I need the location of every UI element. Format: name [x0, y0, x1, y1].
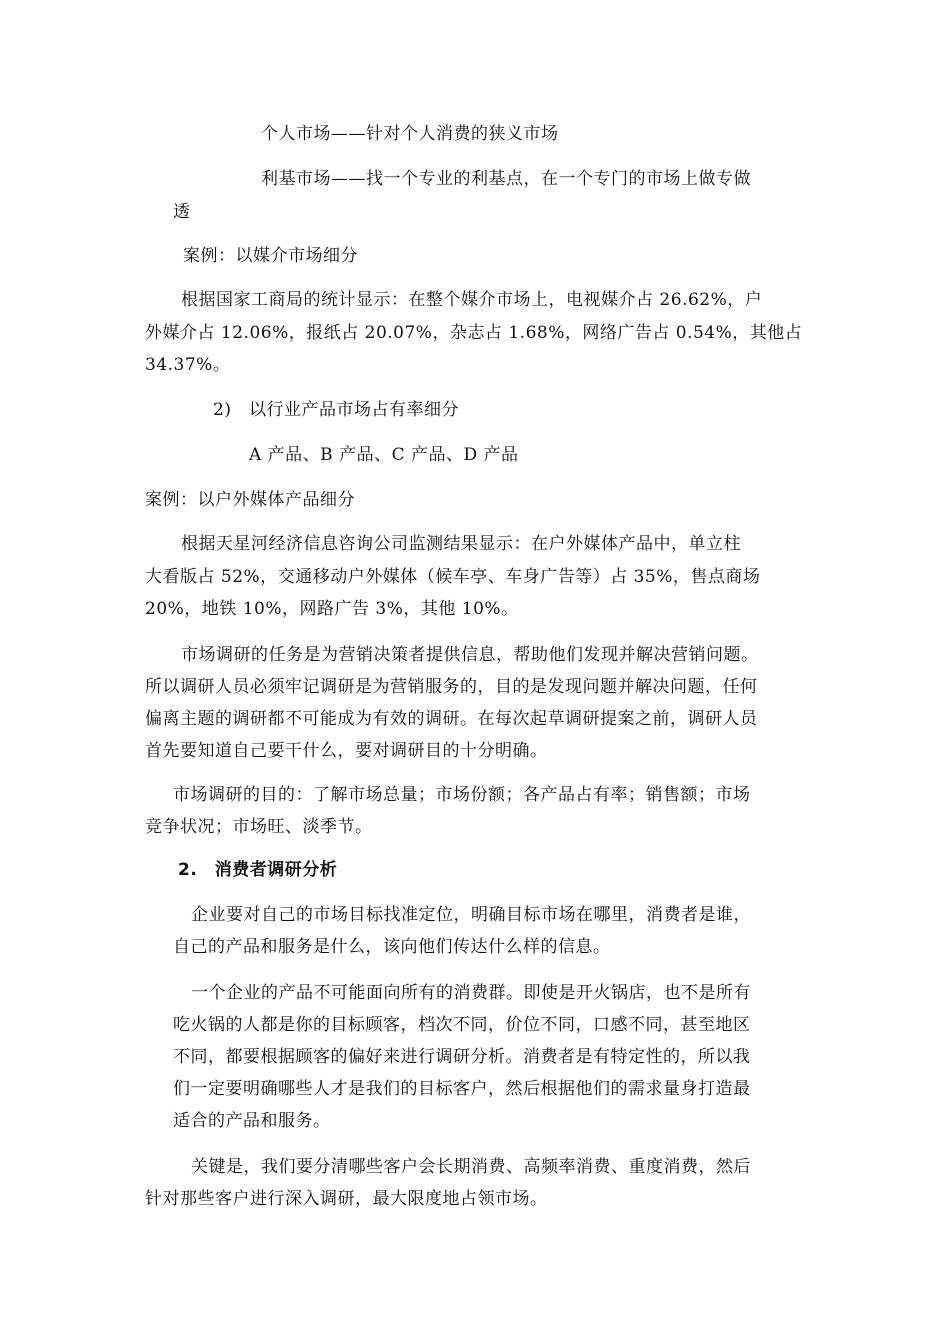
text-line: 企业要对自己的市场目标找准定位，明确目标市场在哪里，消费者是谁， — [191, 905, 751, 925]
text-line: 外媒介占 12.06%，报纸占 20.07%，杂志占 1.68%，网络广告占 0.54%，其他占 — [145, 323, 803, 343]
text-line: 所以调研人员必须牢记调研是为营销服务的，目的是发现问题并解决问题，任何 — [145, 677, 758, 697]
text-line: 20%，地铁 10%，网路广告 3%，其他 10%。 — [145, 599, 519, 619]
text-line: 自己的产品和服务是什么，该向他们传达什么样的信息。 — [173, 937, 611, 957]
text-line: 市场调研的目的：了解市场总量；市场份额；各产品占有率；销售额；市场 — [173, 785, 751, 805]
text-line: 透 — [173, 202, 191, 222]
text-line: 针对那些客户进行深入调研，最大限度地占领市场。 — [145, 1189, 548, 1209]
text-line: 根据国家工商局的统计显示：在整个媒介市场上，电视媒介占 26.62%，户 — [181, 290, 763, 310]
list-item-heading: 2) 以行业产品市场占有率细分 — [213, 400, 459, 420]
text-line: 首先要知道自己要干什么，要对调研目的十分明确。 — [145, 741, 548, 761]
text-line: 吃火锅的人都是你的目标顾客，档次不同，价位不同，口感不同，甚至地区 — [173, 1015, 751, 1035]
text-line: 一个企业的产品不可能面向所有的消费群。即使是开火锅店，也不是所有 — [191, 983, 751, 1003]
text-line: 利基市场——找一个专业的利基点，在一个专门的市场上做专做 — [261, 169, 751, 189]
text-line: 关键是，我们要分清哪些客户会长期消费、高频率消费、重度消费，然后 — [191, 1157, 751, 1177]
text-line: 案例：以户外媒体产品细分 — [145, 490, 355, 510]
text-line: A 产品、B 产品、C 产品、D 产品 — [249, 445, 519, 465]
text-line: 们一定要明确哪些人才是我们的目标客户，然后根据他们的需求量身打造最 — [173, 1079, 751, 1099]
text-line: 竞争状况；市场旺、淡季节。 — [145, 817, 373, 837]
text-line: 案例：以媒介市场细分 — [183, 246, 358, 266]
text-line: 偏离主题的调研都不可能成为有效的调研。在每次起草调研提案之前，调研人员 — [145, 709, 758, 729]
section-heading: 2. 消费者调研分析 — [178, 860, 338, 880]
text-line: 适合的产品和服务。 — [173, 1111, 331, 1131]
text-line: 根据天星河经济信息咨询公司监测结果显示：在户外媒体产品中，单立柱 — [181, 534, 741, 554]
text-line: 不同，都要根据顾客的偏好来进行调研分析。消费者是有特定性的，所以我 — [173, 1047, 751, 1067]
text-line: 个人市场——针对个人消费的狭义市场 — [261, 124, 559, 144]
text-line: 大看版占 52%，交通移动户外媒体（候车亭、车身广告等）占 35%，售点商场 — [145, 567, 761, 587]
text-line: 市场调研的任务是为营销决策者提供信息，帮助他们发现并解决营销问题。 — [181, 645, 759, 665]
text-line: 34.37%。 — [145, 355, 231, 375]
